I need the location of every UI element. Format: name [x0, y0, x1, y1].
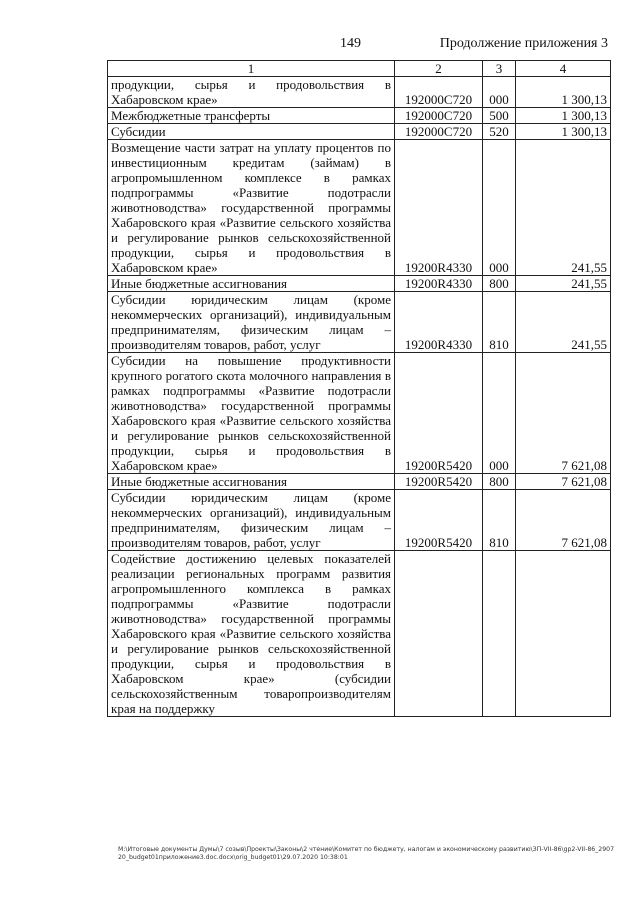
- row-amount: 1 300,13: [516, 108, 611, 124]
- continuation-label: Продолжение приложения 3: [439, 36, 608, 51]
- row-amount: 241,55: [516, 292, 611, 353]
- row-name: Субсидии на повышение продуктивности крупного рогатого скота молочного направления в рамках подпрограммы «Развитие подотрасли животноводства» государственной программы Хабаровского края «Развитие сельского хозяйства и регулирование рынков сельскохозяйственной продукции, сырья и продовольствия в Хабаровском крае»: [108, 353, 395, 474]
- row-amount: 1 300,13: [516, 77, 611, 108]
- row-name: Содействие достижению целевых показателей реализации региональных программ развития агропромышленного комплекса в рамках подпрограммы «Развитие подотрасли животноводства» государственной программы Хабаровского края «Развитие сельского хозяйства и регулирование рынков сельскохозяйственной продукции, сырья и продовольствия в Хабаровском крае» (субсидии сельскохозяйственным товаропроизводителям края на поддержку: [108, 551, 395, 717]
- row-expense-type: 520: [483, 124, 516, 140]
- row-expense-type: 000: [483, 353, 516, 474]
- table-row: [108, 551, 611, 717]
- row-amount: 7 621,08: [516, 353, 611, 474]
- row-expense-type: 800: [483, 474, 516, 490]
- row-code: 19200R5420: [395, 490, 483, 551]
- row-name: Иные бюджетные ассигнования: [108, 276, 395, 292]
- row-expense-type: [483, 551, 516, 717]
- row-amount: 241,55: [516, 140, 611, 276]
- row-amount: 241,55: [516, 276, 611, 292]
- column-number: 4: [516, 61, 611, 77]
- row-name: Субсидии: [108, 124, 395, 140]
- table-row: [108, 292, 611, 353]
- row-name: Иные бюджетные ассигнования: [108, 474, 395, 490]
- page-number: 149: [340, 36, 361, 51]
- row-name: Субсидии юридическим лицам (кроме некоммерческих организаций), индивидуальным предпринимателям, физическим лицам – производителям товаров, работ, услуг: [108, 292, 395, 353]
- row-expense-type: 810: [483, 292, 516, 353]
- table-row: [108, 124, 611, 140]
- row-code: 192000С720: [395, 108, 483, 124]
- row-code: 19200R4330: [395, 292, 483, 353]
- column-number: 3: [483, 61, 516, 77]
- table-row: [108, 140, 611, 276]
- column-number: 1: [108, 61, 395, 77]
- budget-table: [107, 60, 611, 717]
- table-row: [108, 474, 611, 490]
- file-path-footer: M:\Итоговые документы Думы\7 созыв\Проекты\Законы\2 чтение\Комитет по бюджету, налогам и экономическому развитию\ЗП-VII-86\gp2-VII-86_290720_budget01приложение3.doc.docx\orig_budget01\29.07.2020 10:38:01: [118, 846, 615, 861]
- row-name: Субсидии юридическим лицам (кроме некоммерческих организаций), индивидуальным предпринимателям, физическим лицам – производителям товаров, работ, услуг: [108, 490, 395, 551]
- row-code: 19200R5420: [395, 474, 483, 490]
- row-code: [395, 551, 483, 717]
- row-name: Межбюджетные трансферты: [108, 108, 395, 124]
- row-amount: 7 621,08: [516, 474, 611, 490]
- row-name: продукции, сырья и продовольствия в Хабаровском крае»: [108, 77, 395, 108]
- column-number: 2: [395, 61, 483, 77]
- table-row: [108, 276, 611, 292]
- row-expense-type: 810: [483, 490, 516, 551]
- column-number-row: [108, 61, 611, 77]
- row-amount: [516, 551, 611, 717]
- row-code: 19200R5420: [395, 353, 483, 474]
- table-row: [108, 77, 611, 108]
- table-row: [108, 490, 611, 551]
- row-code: 192000С720: [395, 124, 483, 140]
- row-expense-type: 800: [483, 276, 516, 292]
- row-name: Возмещение части затрат на уплату процентов по инвестиционным кредитам (займам) в агропромышленном комплексе в рамках подпрограммы «Развитие подотрасли животноводства» государственной программы Хабаровского края «Развитие сельского хозяйства и регулирование рынков сельскохозяйственной продукции, сырья и продовольствия в Хабаровском крае»: [108, 140, 395, 276]
- page-header: [0, 36, 640, 56]
- row-expense-type: 500: [483, 108, 516, 124]
- row-expense-type: 000: [483, 77, 516, 108]
- row-code: 19200R4330: [395, 276, 483, 292]
- row-amount: 7 621,08: [516, 490, 611, 551]
- row-code: 192000С720: [395, 77, 483, 108]
- row-amount: 1 300,13: [516, 124, 611, 140]
- row-code: 19200R4330: [395, 140, 483, 276]
- row-expense-type: 000: [483, 140, 516, 276]
- table-row: [108, 353, 611, 474]
- table-row: [108, 108, 611, 124]
